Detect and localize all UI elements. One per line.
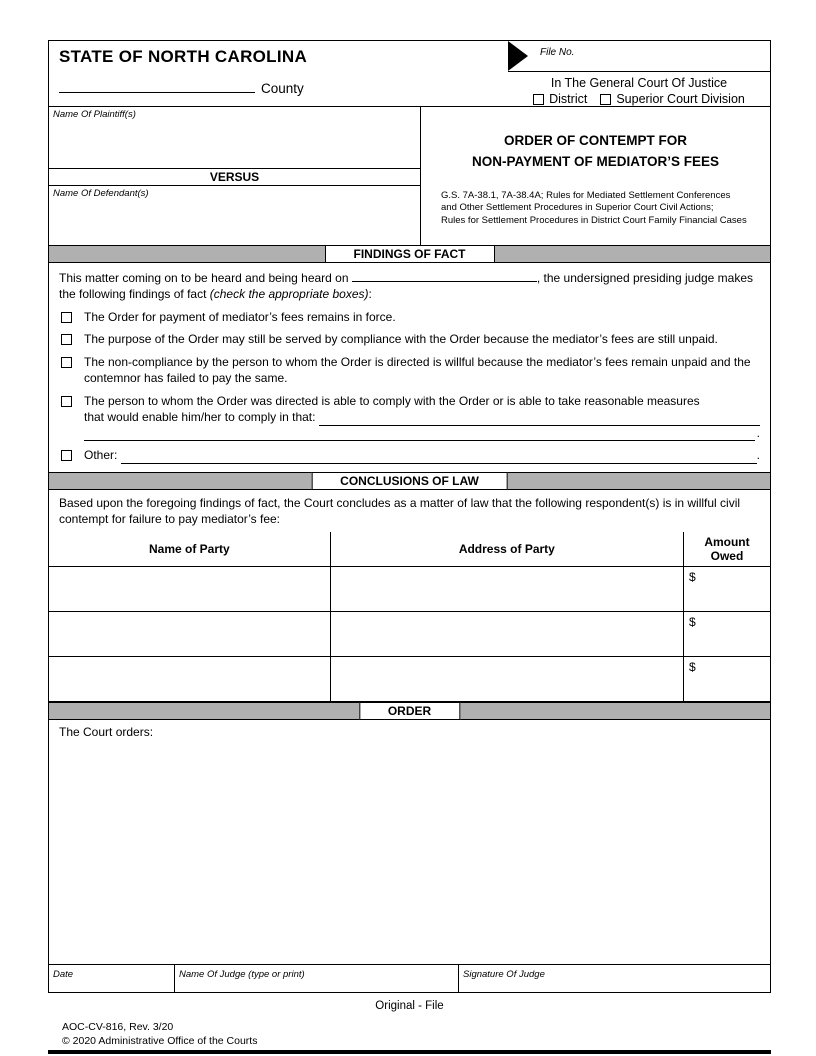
party-address-cell[interactable] (330, 566, 683, 611)
district-checkbox[interactable] (533, 94, 544, 105)
finding-2-checkbox[interactable] (61, 334, 72, 345)
finding-5-other-text: Other: (84, 448, 118, 463)
finding-item-4 (59, 394, 760, 441)
finding-4-line1: The person to whom the Order was directed is able to comply with the Order or is able to take reasonable measures (84, 393, 700, 408)
party-name-cell[interactable] (49, 611, 330, 656)
finding-2-label: The purpose of the Order may still be served by compliance with the Order because the mediator’s fees are still unpaid. (84, 332, 718, 347)
signature-row (49, 964, 770, 992)
order-section-bar (49, 702, 770, 720)
versus-label: VERSUS (49, 168, 420, 186)
amount-owed-cell[interactable] (683, 566, 770, 611)
findings-intro-italic: (check the appropriate boxes) (209, 286, 369, 301)
table-row (49, 611, 770, 656)
column-header-name: Name of Party (49, 532, 330, 567)
form-title-line1: ORDER OF CONTEMPT FOR (504, 133, 687, 148)
column-header-amount: Amount Owed (683, 532, 770, 567)
date-field[interactable] (49, 965, 175, 992)
county-row (59, 80, 508, 96)
finding-3-checkbox[interactable] (61, 357, 72, 368)
findings-section-title: FINDINGS OF FACT (325, 245, 495, 263)
judge-name-field[interactable] (175, 965, 459, 992)
findings-intro-colon: : (368, 286, 372, 301)
conclusions-body (49, 490, 770, 531)
parties-column (49, 107, 421, 245)
respondents-table (49, 532, 770, 702)
findings-intro (59, 269, 760, 303)
statute-line: and Other Settlement Procedures in Superior Court Civil Actions; (441, 202, 714, 214)
form-title-line2: NON-PAYMENT OF MEDIATOR’S FEES (471, 153, 720, 169)
title-column (421, 107, 770, 245)
file-no-box[interactable] (508, 41, 770, 72)
date-label: Date (53, 968, 74, 980)
distribution-label: Original - File (375, 999, 444, 1012)
party-name-cell[interactable] (49, 656, 330, 701)
hearing-date-line[interactable] (352, 269, 537, 282)
form-body (48, 40, 771, 993)
finding-item-2 (59, 332, 760, 348)
amount-owed-cell[interactable] (683, 611, 770, 656)
finding-item-5 (59, 448, 760, 464)
dollar-sign: $ (688, 569, 696, 584)
form-number: AOC-CV-816, Rev. 3/20 (62, 1020, 174, 1033)
form-sheet (48, 40, 771, 1054)
respondents-table-body (49, 566, 770, 701)
finding-5-period: . (756, 448, 760, 463)
defendant-label: Name Of Defendant(s) (53, 188, 149, 199)
statute-reference (441, 190, 766, 228)
table-row (49, 566, 770, 611)
finding-1-label: The Order for payment of mediator’s fees remains in force. (84, 309, 396, 324)
finding-item-1 (59, 310, 760, 326)
finding-5-checkbox[interactable] (61, 450, 72, 461)
superior-label: Superior Court Division (616, 92, 745, 106)
judge-name-label: Name Of Judge (type or print) (179, 968, 305, 980)
form-title (421, 131, 770, 173)
findings-body (49, 263, 770, 472)
finding-5-fill-line[interactable] (121, 452, 756, 464)
conclusions-section-title: CONCLUSIONS OF LAW (311, 472, 508, 490)
pointer-triangle-icon (508, 41, 528, 71)
dollar-sign: $ (688, 614, 696, 629)
bottom-rule (48, 1050, 771, 1054)
table-row (49, 656, 770, 701)
header-right (508, 41, 770, 106)
finding-4-line2 (84, 410, 760, 426)
copyright-notice: © 2020 Administrative Office of the Courts (62, 1034, 258, 1047)
findings-intro-text1: This matter coming on to be heard and being heard on (59, 271, 349, 285)
conclusions-section-bar (49, 472, 770, 490)
respondents-table-head (49, 532, 770, 567)
dollar-sign: $ (688, 659, 696, 674)
plaintiff-name-area[interactable] (49, 122, 420, 168)
column-header-address: Address of Party (330, 532, 683, 567)
finding-4-fill-line-1[interactable] (319, 414, 760, 426)
order-text-area[interactable] (49, 720, 770, 964)
state-title: STATE OF NORTH CAROLINA (59, 47, 308, 66)
conclusions-intro: Based upon the foregoing findings of fact, the Court concludes as a matter of law that the following respondent(s) is in willful civil contempt for failure to pay mediator’s fee: (59, 496, 741, 527)
party-address-cell[interactable] (330, 656, 683, 701)
superior-checkbox[interactable] (600, 94, 611, 105)
finding-4-period: . (756, 425, 760, 440)
table-header-row (49, 532, 770, 567)
caption-section (49, 106, 770, 245)
order-intro: The Court orders: (59, 724, 154, 739)
county-label: County (261, 81, 304, 96)
statute-line: Rules for Settlement Procedures in District Court Family Financial Cases (441, 214, 747, 226)
finding-5-label (84, 448, 760, 464)
district-label: District (549, 92, 588, 106)
party-address-cell[interactable] (330, 611, 683, 656)
amount-owed-cell[interactable] (683, 656, 770, 701)
plaintiff-label: Name Of Plaintiff(s) (53, 109, 136, 120)
party-name-cell[interactable] (49, 566, 330, 611)
county-input-line[interactable] (59, 80, 255, 93)
judge-signature-field[interactable] (459, 965, 770, 992)
finding-4-line2-text: that would enable him/her to comply in that: (84, 409, 316, 424)
defendant-name-area[interactable] (49, 201, 420, 245)
order-section-title: ORDER (359, 702, 460, 720)
findings-section-bar (49, 245, 770, 263)
finding-item-3 (59, 355, 760, 387)
finding-4-checkbox[interactable] (61, 396, 72, 407)
finding-4-fill-line-2[interactable] (84, 429, 755, 441)
finding-3-label: The non-compliance by the person to whom the Order is directed is willful because the mediator’s fees remain unpaid and the contemnor has failed to pay the same. (84, 355, 751, 386)
form-header (49, 41, 770, 106)
form-footer (48, 1000, 771, 1054)
finding-4-line3 (84, 426, 760, 442)
judge-signature-label: Signature Of Judge (463, 968, 545, 980)
file-no-label: File No. (540, 47, 575, 58)
header-left (49, 41, 508, 106)
finding-4-label (84, 394, 760, 441)
statute-line: G.S. 7A-38.1, 7A-38.4A; Rules for Mediated Settlement Conferences (441, 189, 731, 201)
finding-1-checkbox[interactable] (61, 312, 72, 323)
court-division-title: In The General Court Of Justice (550, 76, 728, 90)
division-row (508, 92, 770, 106)
findings-intro-text2: , the undersigned presiding judge makes the following findings of fact (59, 271, 754, 301)
